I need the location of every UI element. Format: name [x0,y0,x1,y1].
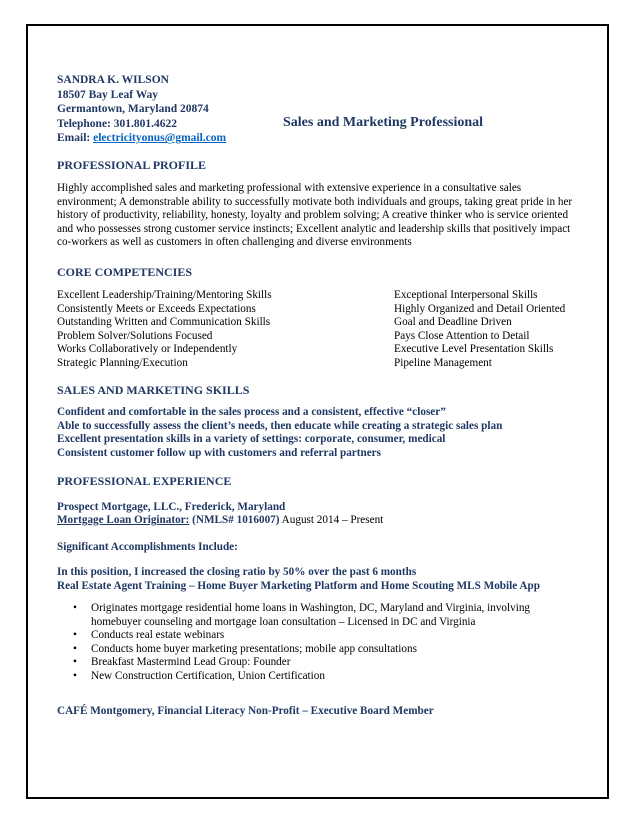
contact-block [57,73,226,146]
bullet-icon: • [73,642,77,655]
profile-heading: PROFESSIONAL PROFILE [57,158,207,172]
accomplishment-item [57,602,557,629]
sales-skills-list [57,406,502,460]
accomplishment-text: Conducts home buyer marketing presentations; mobile app consultations [91,642,417,655]
competency-item: Goal and Deadline Driven [394,316,512,329]
contact-address-line1: 18507 Bay Leaf Way [57,88,159,101]
accomplishment-text: Originates mortgage residential home loans in Washington, DC, Maryland and Virginia, involving homebuyer counseling and mortgage loan consultation – Licensed in DC and Virginia [91,602,531,628]
accomplishments-list [57,602,557,684]
company-name: Prospect Mortgage, LLC., Frederick, Maryland [57,501,286,513]
role-line [57,514,383,528]
highlight-agent-training: Real Estate Agent Training – Home Buyer Marketing Platform and Home Scouting MLS Mobile App [57,580,540,592]
profile-text: Highly accomplished sales and marketing professional with extensive experience in a consultative sales environment; A demonstrable ability to successfully motivate both individuals and groups, taking great pride in her history of productivity, reliability, honesty, loyalty and problem solving; A creative thinker who is service oriented and who possesses strong customer service instincts; Excellent analytic and leadership skills that positively impact co-workers as well as customers in often challenging and diverse environments [57,182,573,249]
role-title: Mortgage Loan Originator: [57,514,190,526]
sales-skill-item: Able to successfully assess the client’s needs, then educate while creating a strategic sales plan [57,419,503,432]
bullet-icon: • [73,656,77,669]
role-dates: August 2014 – Present [279,514,384,526]
role-nmls: (NMLS# 1016007) [189,514,280,526]
competency-item: Pipeline Management [394,356,492,369]
accomplishment-item [57,629,557,643]
competency-item: Pays Close Attention to Detail [394,329,530,342]
accomplishment-text: New Construction Certification, Union Certification [91,669,325,682]
accomplishment-item [57,643,557,657]
competency-item: Problem Solver/Solutions Focused [57,329,213,342]
competency-item: Consistently Meets or Exceeds Expectations [57,302,256,315]
bullet-icon: • [73,629,77,642]
competency-item: Executive Level Presentation Skills [394,343,554,356]
contact-address-line2: Germantown, Maryland 20874 [57,103,209,116]
competencies-right-column [394,289,565,371]
contact-email-row [57,131,226,146]
highlight-closing-ratio: In this position, I increased the closing ratio by 50% over the past 6 months [57,566,417,578]
competency-item: Highly Organized and Detail Oriented [394,302,566,315]
bullet-icon: • [73,602,77,614]
competency-item: Strategic Planning/Execution [57,356,188,369]
resume-headline: Sales and Marketing Professional [283,115,484,130]
contact-name: SANDRA K. WILSON [57,74,169,86]
accomplishment-item [57,670,557,684]
experience-heading: PROFESSIONAL EXPERIENCE [57,474,232,488]
competencies-left-column [57,289,272,371]
sales-skill-item: Consistent customer follow up with customers and referral partners [57,446,381,459]
sales-skills-heading: SALES AND MARKETING SKILLS [57,383,250,397]
competencies-heading: CORE COMPETENCIES [57,265,193,279]
accomplishments-heading: Significant Accomplishments Include: [57,541,238,553]
board-membership: CAFÉ Montgomery, Financial Literacy Non-Profit – Executive Board Member [57,705,434,717]
contact-email-link[interactable]: electricityonus@gmail.com [93,132,227,145]
accomplishment-text: Breakfast Mastermind Lead Group: Founder [91,656,291,669]
competency-item: Exceptional Interpersonal Skills [394,289,538,301]
contact-telephone: Telephone: 301.801.4622 [57,117,178,130]
sales-skill-item: Excellent presentation skills in a variety of settings: corporate, consumer, medical [57,433,446,446]
accomplishment-item [57,656,557,670]
contact-email-label: Email: [57,132,94,145]
competency-item: Excellent Leadership/Training/Mentoring Skills [57,289,272,301]
bullet-icon: • [73,669,77,682]
accomplishment-text: Conducts real estate webinars [91,629,225,642]
competency-item: Outstanding Written and Communication Skills [57,316,271,329]
competency-item: Works Collaboratively or Independently [57,343,238,356]
sales-skill-item: Confident and comfortable in the sales process and a consistent, effective “closer” [57,406,446,418]
